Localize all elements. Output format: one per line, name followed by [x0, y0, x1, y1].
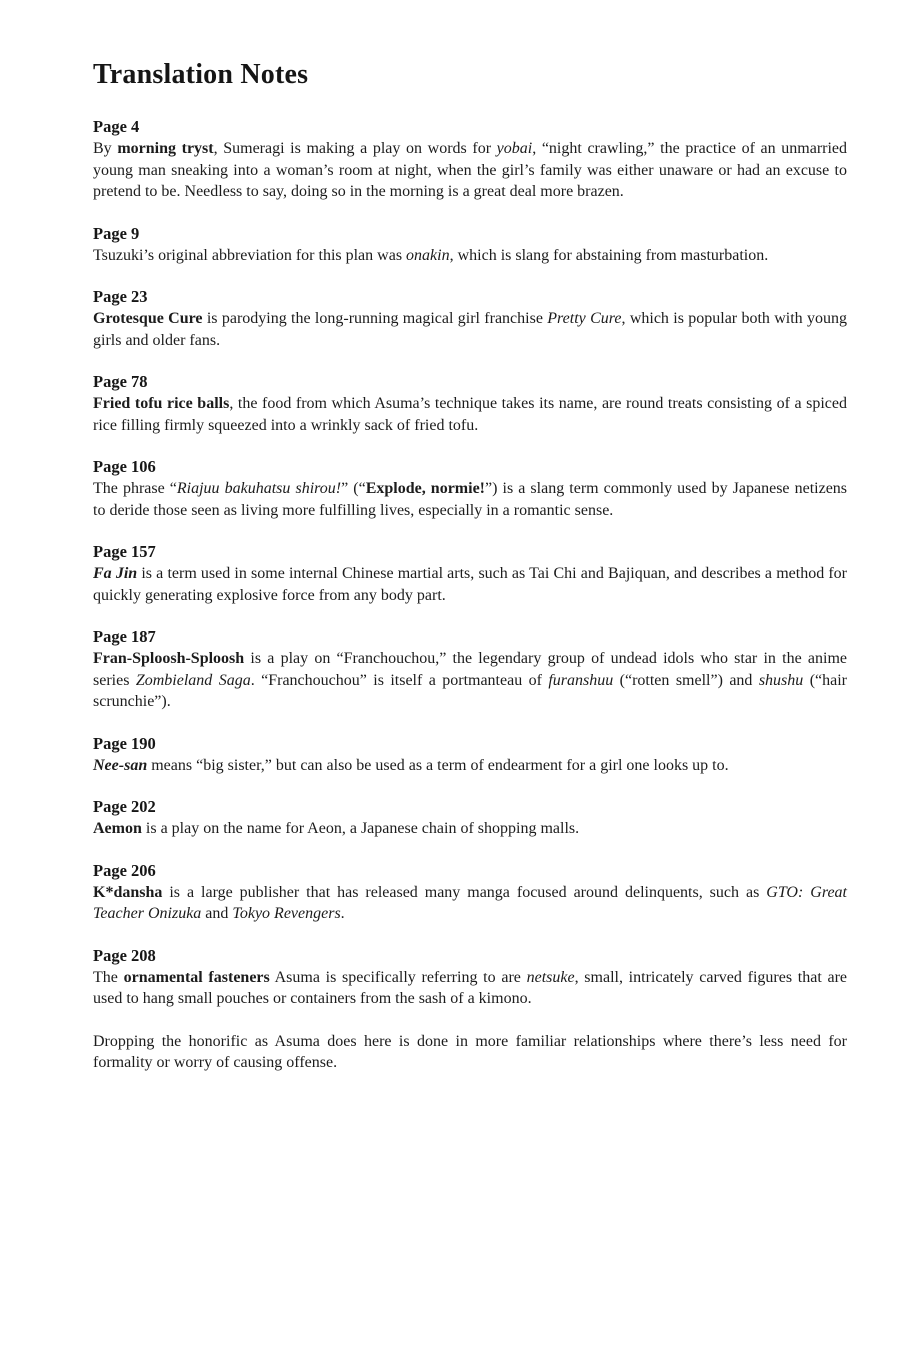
text-run: ”) is a slang term commonly used by Japanese netizens to deride those seen as living more fulfilling lives, especially in a romantic sense.	[93, 480, 848, 519]
note-section	[93, 541, 847, 606]
text-run: is parodying the long-running magical girl franchise	[202, 310, 548, 327]
text-run: Fa Jin	[93, 565, 138, 582]
note-page-heading: Page 187	[93, 627, 156, 646]
note-paragraph	[93, 818, 847, 840]
text-run: ornamental fasteners	[123, 968, 270, 986]
text-run: GTO: Great Teacher Onizuka	[93, 883, 848, 922]
text-run: , which is popular both with young girls and older fans.	[93, 310, 847, 349]
text-run: Nee-san	[93, 756, 148, 774]
note-section	[93, 116, 847, 203]
text-run: furanshuu	[548, 671, 614, 689]
note-paragraph	[93, 967, 847, 1010]
text-run: means “big sister,” but can also be used as a term of endearment for a girl one looks up to.	[147, 756, 729, 774]
note-section	[93, 371, 847, 436]
text-run: , “night crawling,” the practice of an unmarried young man sneaking into a woman’s room at night, when the girl’s family was either unaware or had an excuse to pretend to be. Needless to say, doing so in the morning is a great deal more brazen.	[93, 140, 848, 200]
text-run: is a play on “Franchouchou,” the legendary group of undead idols who star in the anime series	[93, 650, 847, 689]
text-run: (“rotten smell”) and	[613, 671, 759, 689]
text-run: morning tryst	[117, 140, 214, 157]
text-run: is a play on the name for Aeon, a Japanese chain of shopping malls.	[141, 820, 580, 837]
note-paragraph	[93, 308, 847, 351]
note-page-heading: Page 206	[93, 860, 156, 880]
text-run: , Sumeragi is making a play on words for	[213, 140, 497, 157]
note-section	[93, 456, 847, 521]
text-run: , small, intricately carved figures that are used to hang small pouches or containers from the sash of a kimono.	[93, 968, 848, 1007]
text-run: yobai	[496, 140, 533, 157]
note-page-heading: Page 202	[93, 797, 156, 816]
note-page-heading: Page 78	[93, 372, 148, 391]
page-title: Translation Notes	[93, 59, 309, 90]
note-section	[93, 286, 847, 351]
text-run: shushu	[758, 671, 804, 689]
note-section	[93, 860, 847, 925]
note-page-heading: Page 23	[93, 287, 148, 306]
text-run: Explode, normie!	[365, 480, 486, 497]
text-run: Pretty Cure	[547, 310, 622, 327]
note-section	[93, 223, 847, 267]
text-run: Tsuzuki’s original abbreviation for this plan was	[93, 246, 407, 264]
text-run: is a term used in some internal Chinese martial arts, such as Tai Chi and Bajiquan, and describes a method for quickly generating explosive force from any body part.	[93, 565, 848, 604]
text-run: (“hair scrunchie”).	[93, 671, 847, 710]
note-paragraph	[93, 755, 847, 777]
text-run: . “Franchouchou” is itself a portmanteau of	[250, 671, 549, 689]
text-run: ” (“	[341, 480, 366, 497]
text-run: onakin	[406, 246, 450, 264]
note-page-heading: Page 4	[93, 117, 140, 136]
text-run: Riajuu bakuhatsu shirou!	[176, 480, 342, 497]
note-paragraph	[93, 882, 847, 925]
note-page-heading: Page 106	[93, 457, 156, 476]
note-page-heading: Page 208	[93, 945, 156, 965]
text-run: Fran-Sploosh-Sploosh	[93, 650, 245, 667]
note-paragraph	[93, 563, 847, 606]
text-run: Aemon	[93, 820, 142, 837]
note-section	[93, 626, 847, 713]
text-run: , which is slang for abstaining from masturbation.	[449, 246, 769, 264]
text-run: Grotesque Cure	[93, 310, 203, 327]
note-page-heading: Page 9	[93, 223, 140, 243]
text-run: The	[93, 968, 124, 986]
text-run: Dropping the honorific as Asuma does here is done in more familiar relationships where there’s less need for formality or worry of causing offense.	[93, 1032, 847, 1071]
text-run: K*dansha	[93, 883, 163, 901]
note-paragraph	[93, 393, 847, 436]
text-run: netsuke	[526, 968, 575, 986]
note-paragraph	[93, 245, 847, 267]
note-paragraph	[93, 478, 847, 521]
notes-list	[93, 116, 847, 1074]
text-run: Zombieland Saga	[135, 671, 251, 689]
text-run: The phrase “	[93, 480, 177, 497]
text-run: Asuma is specifically referring to are	[269, 968, 527, 986]
text-run: , the food from which Asuma’s technique takes its name, are round treats consisting of a spiced rice filling firmly squeezed into a wrinkly sack of fried tofu.	[93, 395, 848, 434]
note-section	[93, 796, 847, 840]
note-section	[93, 945, 847, 1074]
note-paragraph	[93, 648, 847, 713]
note-paragraph	[93, 1031, 847, 1074]
text-run: and	[201, 905, 233, 922]
note-page-heading: Page 190	[93, 733, 156, 753]
note-section	[93, 733, 847, 777]
text-run: By	[93, 140, 118, 157]
note-paragraph	[93, 138, 847, 203]
note-page-heading: Page 157	[93, 542, 156, 561]
text-run: Tokyo Revengers	[232, 905, 341, 922]
text-run: .	[340, 905, 345, 922]
text-run: Fried tofu rice balls	[93, 395, 230, 412]
text-run: is a large publisher that has released many manga focused around delinquents, such as	[162, 883, 767, 901]
